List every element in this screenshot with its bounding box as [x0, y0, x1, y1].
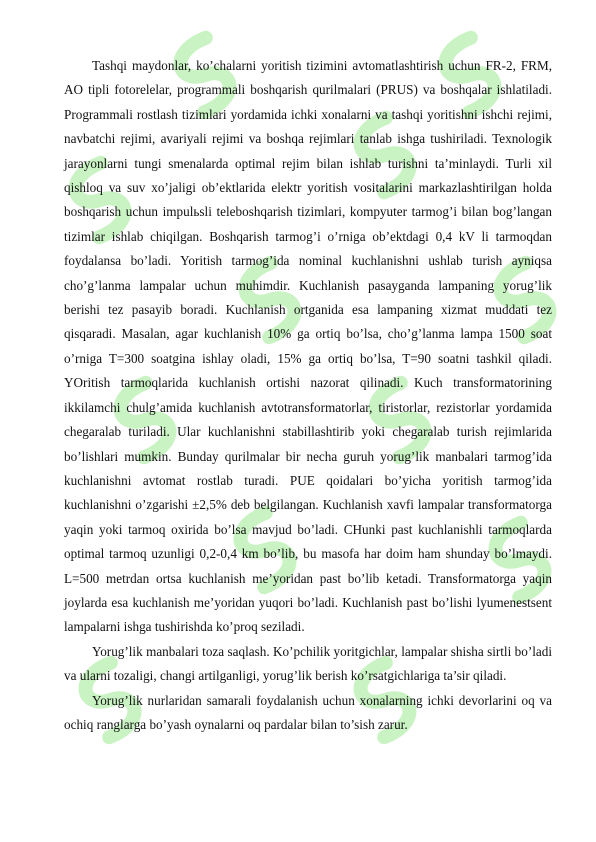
paragraph: Yorug’lik manbalari toza saqlash. Ko’pchilik yoritgichlar, lampalar shisha sirtli bo’ladi va ularni tozaligi, changi artilganligi, yorug’lik berish ko’rsatgichlariga ta’sir qiladi. — [64, 643, 552, 684]
paragraph: Yorug’lik nurlaridan samarali foydalanish uchun xonalarning ichki devorlarini oq va ochiq ranglarga bo’yash oynalarni oq pardalar bilan to’sish zarur. — [64, 692, 552, 732]
document-page — [64, 54, 552, 737]
paragraph: Tashqi maydonlar, ko’chalarni yoritish tizimini avtomatlashtirish uchun FR-2, FRM, AO tipli fotorelelar, programmali boshqarish qurilmalari (PRUS) va boshqalar ishlatiladi. Programmali rostlash tizimlari yordamida ichki xonalarni va tashqi yoritishni ishchi rejimi, navbatchi rejimi, avariyali rejimi va boshqa rejimlari tanlab ishga tushiriladi. Texnologik jarayonlarni tungi smenalarda optimal rejim bilan ishlab turishni ta’minlaydi. Turli xil qishloq va suv xo’jaligi ob’ektlarida elektr yoritish vositalarini markazlashtirilgan holda boshqarish uchun impulьsli teleboshqarish tizimlari, kompyuter tarmog’i bilan bog’langan tizimlar ishlab chiqilgan. Boshqarish tarmog’i o’rniga ob’ektdagi 0,4 kV li tarmoqdan foydalansa bo’ladi. Yoritish tarmog’ida nominal kuchlanishni ushlab turish ayniqsa cho’g’lanma lampalar uchun muhimdir. Kuchlanish pasayganda lampaning yorug’lik berishi tez pasayib boradi. Kuchlanish ortganida esa lampaning xizmat muddati tez qisqaradi. Masalan, agar kuchlanish 10% ga ortiq bo’lsa, cho’g’lanma lampa 1500 soat o’rniga T=300 soatgina ishlay oladi, 15% ga ortiq bo’lsa, T=90 soatni tashkil qiladi. YOritish tarmoqlarida kuchlanish ortishi nazorat qilinadi. Kuch transformatorining ikkilamchi chulg’amida kuchlanish avtotransformatorlar, tiristorlar, rezistorlar yordamida chegaralab turiladi. Ular kuchlanishni stabillashtirib yoki chegaralab turish rejimlarida bo’lishlari mumkin. Bunday qurilmalar bir necha guruh yorug’lik manbalari tarmog’ida kuchlanishni avtomat rostlab turadi. PUE qoidalari bo’yicha yoritish tarmog’ida kuchlanishni o’zgarishi ±2,5% deb belgilangan. Kuchlanish xavfi lampalar transformatorga yaqin yoki tarmoq oxirida bo’lsa mavjud bo’ladi. CHunki past kuchlanishli tarmoqlarda optimal tarmoq uzunligi 0,2-0,4 km bo’lib, bu masofa har doim ham shunday bo’lmaydi. L=500 metrdan ortsa kuchlanish me’yoridan past bo’lib ketadi. Transformatorga yaqin joylarda esa kuchlanish me’yoridan yuqori bo’ladi. Kuchlanish past bo’lishi lyumenestsent lampalarni ishga tushirishda ko’proq seziladi. — [64, 58, 552, 635]
